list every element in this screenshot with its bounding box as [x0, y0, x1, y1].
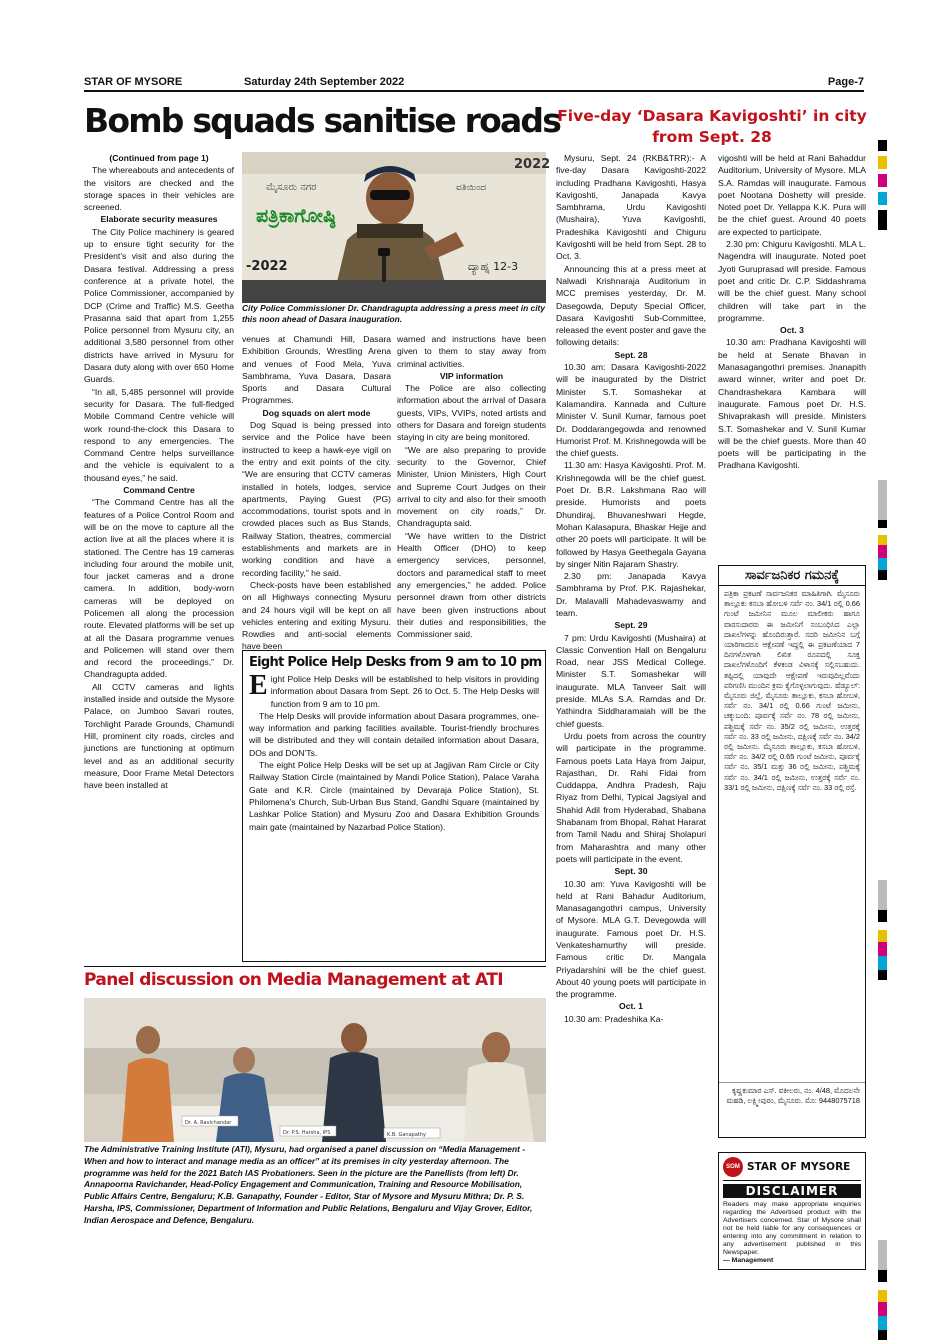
paragraph: 10.30 am: Pradhana Kavigoshti will be held at Senate Bhavan in Manasagangothri premises. Jnanapith award winner, writer and poet Dr. Chandrashekara Kambara will inaugurate. Famous poet Dr. H.S. Shivaprakash will preside. Ministers S.T. Somashekar and V. Sunil Kumar will be the chief guests. More than 40 poets will be participating in the Pradhana Kavigoshti. — [718, 337, 866, 471]
paragraph: “We are also preparing to provide security to the Governor, Chief Minister, Union Ministers, High Court and Supreme Court Judges on their arrival to city and also for their smooth movement on city roads,” Dr. Chandragupta said. — [397, 444, 546, 529]
bomb-headline: Bomb squads sanitise roads — [84, 101, 561, 140]
panel-headline: Panel discussion on Media Management at ATI — [84, 970, 503, 990]
panel-discussion-photo — [84, 998, 546, 1142]
paragraph: “In all, 5,485 personnel will provide security for Dasara. The full-fledged Mobile Command Centre vehicle will work round-the-clock this Dasara to respond to any emergencies. The Command Centre helps surveillance and the vehicle is equivalent to a thousand eyes,” he said. — [84, 386, 234, 483]
paragraph: The whereabouts and antecedents of the visitors are checked and the storage spaces in their vehicles are screened. — [84, 165, 234, 213]
panel-photo-caption: The Administrative Training Institute (ATI), Mysuru, had organised a panel discussion on “Media Management - When and how to interact and manage media as an officer” at its premises in city yesterday afternoon. The programme was held for the 2021 Batch IAS Probationers. Seen in the picture are the Panellists (from left) Dr. Annapoorna Ravichander, Head-Policy Engagement and Communication, Training and Resource Mobilisation, Public Affairs Centre, Bengaluru; K.B. Ganapathy, Founder - Editor, Star of Mysore and Mysuru Mithra; Dr. P. S. Harsha, IPS, Commissioner, Department of Information and Public Relations, Bengaluru and Vijay Grover, Editor, Indian Aerospace and Defence, Bengaluru. — [84, 1144, 533, 1225]
helpdesk-box — [242, 650, 546, 962]
paragraph: Check-posts have been established on all Highways connecting Mysuru and 24 hours vigil will be kept on all vehicles entering and exiting Mysuru. Rowdies and anti-social elements have been — [242, 579, 391, 652]
disclaimer-signature: — Management — [723, 1257, 774, 1264]
kavigoshti-column-1 — [556, 152, 706, 1262]
subheading: Command Centre — [123, 485, 195, 496]
helpdesk-para-1: ight Police Help Desks will be established to help visitors in providing information about Dasara from Sept. 26 to Oct. 5. The Help Desks will function from 9 am to 10 pm. — [270, 674, 539, 709]
color-registration-mark — [878, 140, 887, 230]
subheading: Oct. 3 — [780, 325, 804, 336]
paragraph: The City Police machinery is geared up to ensure tight security for the President’s visit and also during the Dasara festival. Addressing a press conference at a private hotel, the Police Commissioner, accompanied by DCP (Crime and Traffic) M.S. Geetha Prasanna said that apart from 1,255 Police personnel from Mysuru city, an additional 3,580 personnel from other districts have arrived in Mysuru for Dasara duty along with over 650 Home Guards. — [84, 226, 234, 385]
nameplate-2: Dr. P.S. Harsha, IPS — [283, 1130, 331, 1136]
paragraph: Mysuru, Sept. 24 (RKB&TRR):- A five-day Dasara Kavigoshti-2022 including Pradhana Kavigoshti, Hasya Kavigoshti, Janapada Kavya Sambhrama, Urdu Kavigoshti (Mushaira), Yuva Kavigoshti, Pradeshika Kavigoshti and Chiguru Kavigoshti will be held from Sept. 28 to Oct. 3. — [556, 153, 706, 262]
paragraph: venues at Chamundi Hill, Dasara Exhibition Grounds, Wrestling Arena and venues of Food Mela, Yuva Sambhrama, Yuva Dasara, Dasara Sports and Dasara Cultural Programmes. — [242, 334, 391, 406]
disclaimer-logo: STAR OF MYSORE — [747, 1161, 851, 1173]
helpdesk-dropcap: E — [249, 670, 268, 701]
page-date: Saturday 24th September 2022 — [244, 76, 405, 88]
subheading: Sept. 28 — [614, 349, 648, 360]
paragraph: 2.30 pm: Janapada Kavya Sambhrama by Prof. P.K. Rajashekar, Dr. Malavalli Mahadevaswamy and team. — [556, 571, 706, 618]
seal-icon: SOM — [723, 1157, 743, 1177]
paragraph: 10.30 am: Pradeshika Ka- — [564, 1013, 664, 1024]
section-divider — [84, 966, 546, 967]
page-number: Page-7 — [827, 76, 864, 88]
banner-year-top: 2022 — [514, 157, 551, 172]
paragraph: 11.30 am: Hasya Kavigoshti. Prof. M. Krishnegowda will be the chief guest. Poet Dr. B.R. Lakshmana Rao will preside. Humorists and poets Dhundiraj, Bhuvaneshwari Hegde, Mohan Kalasapura, Bhaskar Hejje and other 20 poets will participate. It will be followed by Hasya Geethegala Gayana by singer Nitin Rajaram Shastry. — [556, 460, 706, 569]
bomb-photo-caption: City Police Commissioner Dr. Chandragupta addressing a press meet in city this noon ahead of Dasara inauguration. — [242, 303, 545, 324]
color-registration-mark-2 — [878, 480, 887, 580]
disclaimer-text: Readers may make appropriate enquiries regarding the Advertised product with the Advertisers concerned. Star of Mysore shall not be held liable for any consequences or entering into any commitment in relation to any advertisement published in this Newspaper. — [723, 1201, 861, 1256]
police-commissioner-photo — [242, 152, 551, 303]
header-rule — [84, 90, 864, 92]
subheading: (Continued from page 1) — [109, 153, 209, 163]
paragraph: The Police are also collecting information about the arrival of Dasara guests, VIPs, VVIPs, noted artists and others for Dasara and foreign students staying in city are being monitored. — [397, 383, 546, 443]
banner-top-text: ಮೈಸೂರು ನಗರ — [266, 182, 317, 193]
banner-dates: ದ್ಯಾಹ್ನ 12-3 — [468, 260, 519, 273]
paragraph: 7 pm: Urdu Kavigoshti (Mushaira) at Classic Convention Hall on Bengaluru Road, near JSS Medical College. Minister S.T. Somashekar will inaugurate. MLA Tanveer Sait will preside. MLAs S.A. Ramdas and Dr. Yathindra Siddharamaiah will be the chief guests. — [556, 632, 706, 729]
color-registration-mark-4 — [878, 1240, 887, 1340]
kavigoshti-headline: Five-day ‘Dasara Kavigoshti’ in city from Sept. 28 — [557, 107, 867, 146]
banner-year: -2022 — [246, 259, 288, 274]
banner-top-text-2: ವತಿಯಿಂದ — [456, 183, 487, 193]
helpdesk-para-2: The Help Desks will provide information about Dasara programmes, one-way information and parking facilities available. Tourist-friendly brochures will be distributed and they will contain detailed information about Dasara, DOs and DON’Ts. — [249, 710, 539, 758]
page-header — [84, 76, 864, 90]
paragraph: 2.30 pm: Chiguru Kavigoshti. MLA L. Nagendra will inaugurate. Noted poet Jyoti Guruprasad will preside. Famous poet and critic Dr. C.P. Siddashrama will be the chief guest. Many school children will take part in the programme. — [718, 239, 866, 323]
bomb-column-3 — [397, 333, 546, 643]
subheading: Dog squads on alert mode — [262, 407, 371, 418]
kavigoshti-column-2 — [718, 152, 866, 564]
paper-name: STAR OF MYSORE — [84, 76, 183, 88]
notice-title: ಸಾರ್ವಜನಿಕರ ಗಮನಕ್ಕೆ — [719, 566, 865, 586]
bomb-column-1 — [84, 152, 234, 962]
subheading: Sept. 29 — [614, 620, 648, 631]
notice-signature: ಕೃಷ್ಣಕುಮಾರ ಎಸ್. ವಕೀಲರು, ನಂ. 4/48, ಮೊದಲನೇ ಮಹಡಿ, ಲಕ್ಷ್ಮೀಪುರಂ, ಮೈಸೂರು. ಮೊ: 9448075718 — [719, 1082, 865, 1109]
bomb-column-2 — [242, 333, 391, 652]
disclaimer-title: DISCLAIMER — [723, 1184, 861, 1198]
nameplate-3: K.B. Ganapathy — [387, 1132, 426, 1138]
subheading: Sept. 30 — [614, 866, 648, 877]
press-meet-illustration — [242, 152, 551, 303]
paragraph: vigoshti will be held at Rani Bahaddur Auditorium, University of Mysore. MLA S.A. Ramdas will inaugurate. Famous poet Nootana Doshetty will preside. Noted poet Dr. Yellappa K.K. Pura will be the chief guest. Around 40 poets are expected to participate. — [718, 153, 866, 237]
paragraph: Dog Squad is being pressed into service and the Police have been instructed to keep a hawk-eye vigil on the entry and exit points of the city. “We are ensuring that CCTV cameras installed in hotels, lodges, service apartments, Paying Guest (PG) accommodations, tourist spots and in crowded places such as Bus Stands, Railway Station, theatres, commercial establishments and markets are in working condition and have a recording facility,” he said. — [242, 420, 391, 578]
color-registration-mark-3 — [878, 880, 887, 980]
subheading: Oct. 1 — [619, 1001, 643, 1012]
public-notice-ad — [718, 565, 866, 1138]
paragraph: “The Command Centre has all the features of a Police Control Room and will be on the move to capture all the action live at all the places where it is stationed. The Centre has 19 cameras including four around the mobile unit, four jacket cameras and a drone camera. In addition, body-worn cameras will be deployed on Policemen all along the procession route. Elevated platforms will be set up at all the Dasara programme venues and Policemen will stand over them and record the proceedings,” Dr. Chandragupta added. — [84, 497, 234, 680]
paragraph: All CCTV cameras and lights installed inside and outside the Mysore Palace, on Jumboo Savari routes, Torchlight Parade Grounds, Chamundi Hill, prominent city roads, circles and junctions are functioning at optimum level and as an additional security measure, Door Frame Metal Detectors have been installed at — [84, 681, 234, 791]
paragraph: 10.30 am: Dasara Kavigoshti-2022 will be inaugurated by the District Minister S.T. Somashekar at Kalamandira. Kannada and Culture Minister V. Sunil Kumar, famous poet Dr. Doddarangegowda and renowned Humorist Prof. M. Krishnegowda will be the chief guests. — [556, 362, 706, 459]
paragraph: warned and instructions have been given to them to stay away from criminal activities. — [397, 334, 546, 369]
panel-illustration — [84, 998, 546, 1142]
disclaimer-box — [718, 1152, 866, 1270]
paragraph: Announcing this at a press meet at Nalwadi Krishnaraja Auditorium in MCC premises yesterday, Dr. M. Dasegowda, Deputy Special Officer, Dasara Kavigoshti Sub-Committee, released the event poster and gave the following details: — [556, 263, 706, 348]
subheading: VIP information — [439, 370, 504, 381]
notice-body: ಪತ್ರಿಕಾ ಪ್ರಕಟಣೆ ಸಾರ್ವಜನಿಕರ ಮಾಹಿತಿಗಾಗಿ. ಮೈಸೂರು ತಾಲ್ಲೂಕು ಕಸಬಾ ಹೋಬಳಿ ಸರ್ವೆ ನಂ. 34/1 ರಲ್ಲಿ 0.66 ಗುಂಟೆ ಜಮೀನಿನ ಮೂಲ ಮಾಲೀಕರು ಹಾಗೂ ವಾರಸುದಾರರು ಈ ಜಮೀನಿಗೆ ಸಂಬಂಧಿಸಿದ ಎಲ್ಲಾ ದಾಖಲೆಗಳನ್ನು ಹೊಂದಿರುತ್ತಾರೆ. ಸದರಿ ಜಮೀನಿನ ಬಗ್ಗೆ ಯಾರಿಗಾದರೂ ಆಕ್ಷೇಪಣೆ ಇದ್ದಲ್ಲಿ ಈ ಪ್ರಕಟಣೆಯಾದ 7 ದಿನಗಳೊಳಗಾಗಿ ಲಿಖಿತ ರೂಪದಲ್ಲಿ ಸೂಕ್ತ ದಾಖಲೆಗಳೊಂದಿಗೆ ಕೆಳಕಂಡ ವಿಳಾಸಕ್ಕೆ ಸಲ್ಲಿಸಬಹುದು. ತಪ್ಪಿದಲ್ಲಿ ಯಾವುದೇ ಆಕ್ಷೇಪಣೆ ಇರುವುದಿಲ್ಲವೆಂದು ಪರಿಗಣಿಸಿ ಮುಂದಿನ ಕ್ರಮ ಕೈಗೊಳ್ಳಲಾಗುವುದು. ಷೆಡ್ಯೂಲ್: ಮೈಸೂರು ಜಿಲ್ಲೆ, ಮೈಸೂರು ತಾಲ್ಲೂಕು, ಕಸಬಾ ಹೋಬಳಿ, ಸರ್ವೆ ನಂ. 34/1 ರಲ್ಲಿ 0.66 ಗುಂಟೆ ಜಮೀನು, ಚಕ್ಕುಬಂದಿ: ಪೂರ್ವಕ್ಕೆ ಸರ್ವೆ ನಂ. 78 ರಲ್ಲಿ ಜಮೀನು, ಪಶ್ಚಿಮಕ್ಕೆ ಸರ್ವೆ ನಂ. 35/2 ರಲ್ಲಿ ಜಮೀನು, ಉತ್ತರಕ್ಕೆ ಸರ್ವೆ ನಂ. 33 ರಲ್ಲಿ ಜಮೀನು, ದಕ್ಷಿಣಕ್ಕೆ ಸರ್ವೆ ನಂ. 34/2 ರಲ್ಲಿ ಜಮೀನು. ಮೈಸೂರು ತಾಲ್ಲೂಕು, ಕಸಬಾ ಹೋಬಳಿ, ಸರ್ವೆ ನಂ. 34/2 ರಲ್ಲಿ 0.65 ಗುಂಟೆ ಜಮೀನು, ಪೂರ್ವಕ್ಕೆ ಸರ್ವೆ ನಂ. 35/1 ಮತ್ತು 36 ರಲ್ಲಿ ಜಮೀನು, ಪಶ್ಚಿಮಕ್ಕೆ ಸರ್ವೆ ನಂ. 34/1 ರಲ್ಲಿ ಜಮೀನು, ಉತ್ತರಕ್ಕೆ ಸರ್ವೆ ನಂ. 33/1 ರಲ್ಲಿ ಜಮೀನು, ದಕ್ಷಿಣಕ್ಕೆ ಸರ್ವೆ ನಂ. 33 ರಲ್ಲಿ ರಸ್ತೆ. — [724, 589, 860, 792]
banner-title: ಪತ್ರಿಕಾಗೋಷ್ಠಿ — [256, 205, 336, 227]
paragraph: Urdu poets from across the country will participate in the programme. Famous poets Lata Haya from Jaipur, Rajasthan, Dr. Rahi Fidai from Cuddappa, Andhra Pradesh, Raju Riyaz from Delhi, Typical Jagsiyal and Shahid Adil from Hyderabad, Shabana Shabanam from Bhopal, Rahat Hararat from Tamil Nadu and Shiraj Sholapuri from Maharashtra and many other poets will participate in the event. — [556, 730, 706, 864]
paragraph: “We have written to the District Health Officer (DHO) to keep emergency services, personnel, doctors and paramedical staff to meet any emergencies,” he added. Police personnel drawn from other districts have been given instructions about their duties and responsibilities, the Commissioner said. — [397, 530, 546, 640]
subheading: Elaborate security measures — [100, 214, 218, 225]
paragraph: 10.30 am: Yuva Kavigoshti will be held at Rani Bahadur Auditorium, Manasagangothri campus, University of Mysore. MLA G.T. Devegowda will inaugurate. Famous poet Dr. H.S. Venkateshamurthy will preside. Famous critic Dr. Mangala Priyadarshini will be the chief guest. About 40 young poets will participate in the programme. — [556, 878, 706, 1000]
helpdesk-title: Eight Police Help Desks from 9 am to 10 pm — [249, 655, 542, 670]
nameplate-1: Dr. A. Ravichandar — [185, 1120, 232, 1126]
helpdesk-para-3: The eight Police Help Desks will be set up at Jagjivan Ram Circle or City Railway Station Circle (maintained by Mandi Police Station), Palace Varaha Gate and K.R. Circle (maintained by Devaraja Police Station), St. Philomena’s Church, Sub-Urban Bus Stand, Gandhi Square (maintained by Lashkar Police Station) and Mysuru Zoo and Dasara Exhibition Grounds main gate (maintained by Nazarbad Police Station). — [249, 760, 539, 832]
